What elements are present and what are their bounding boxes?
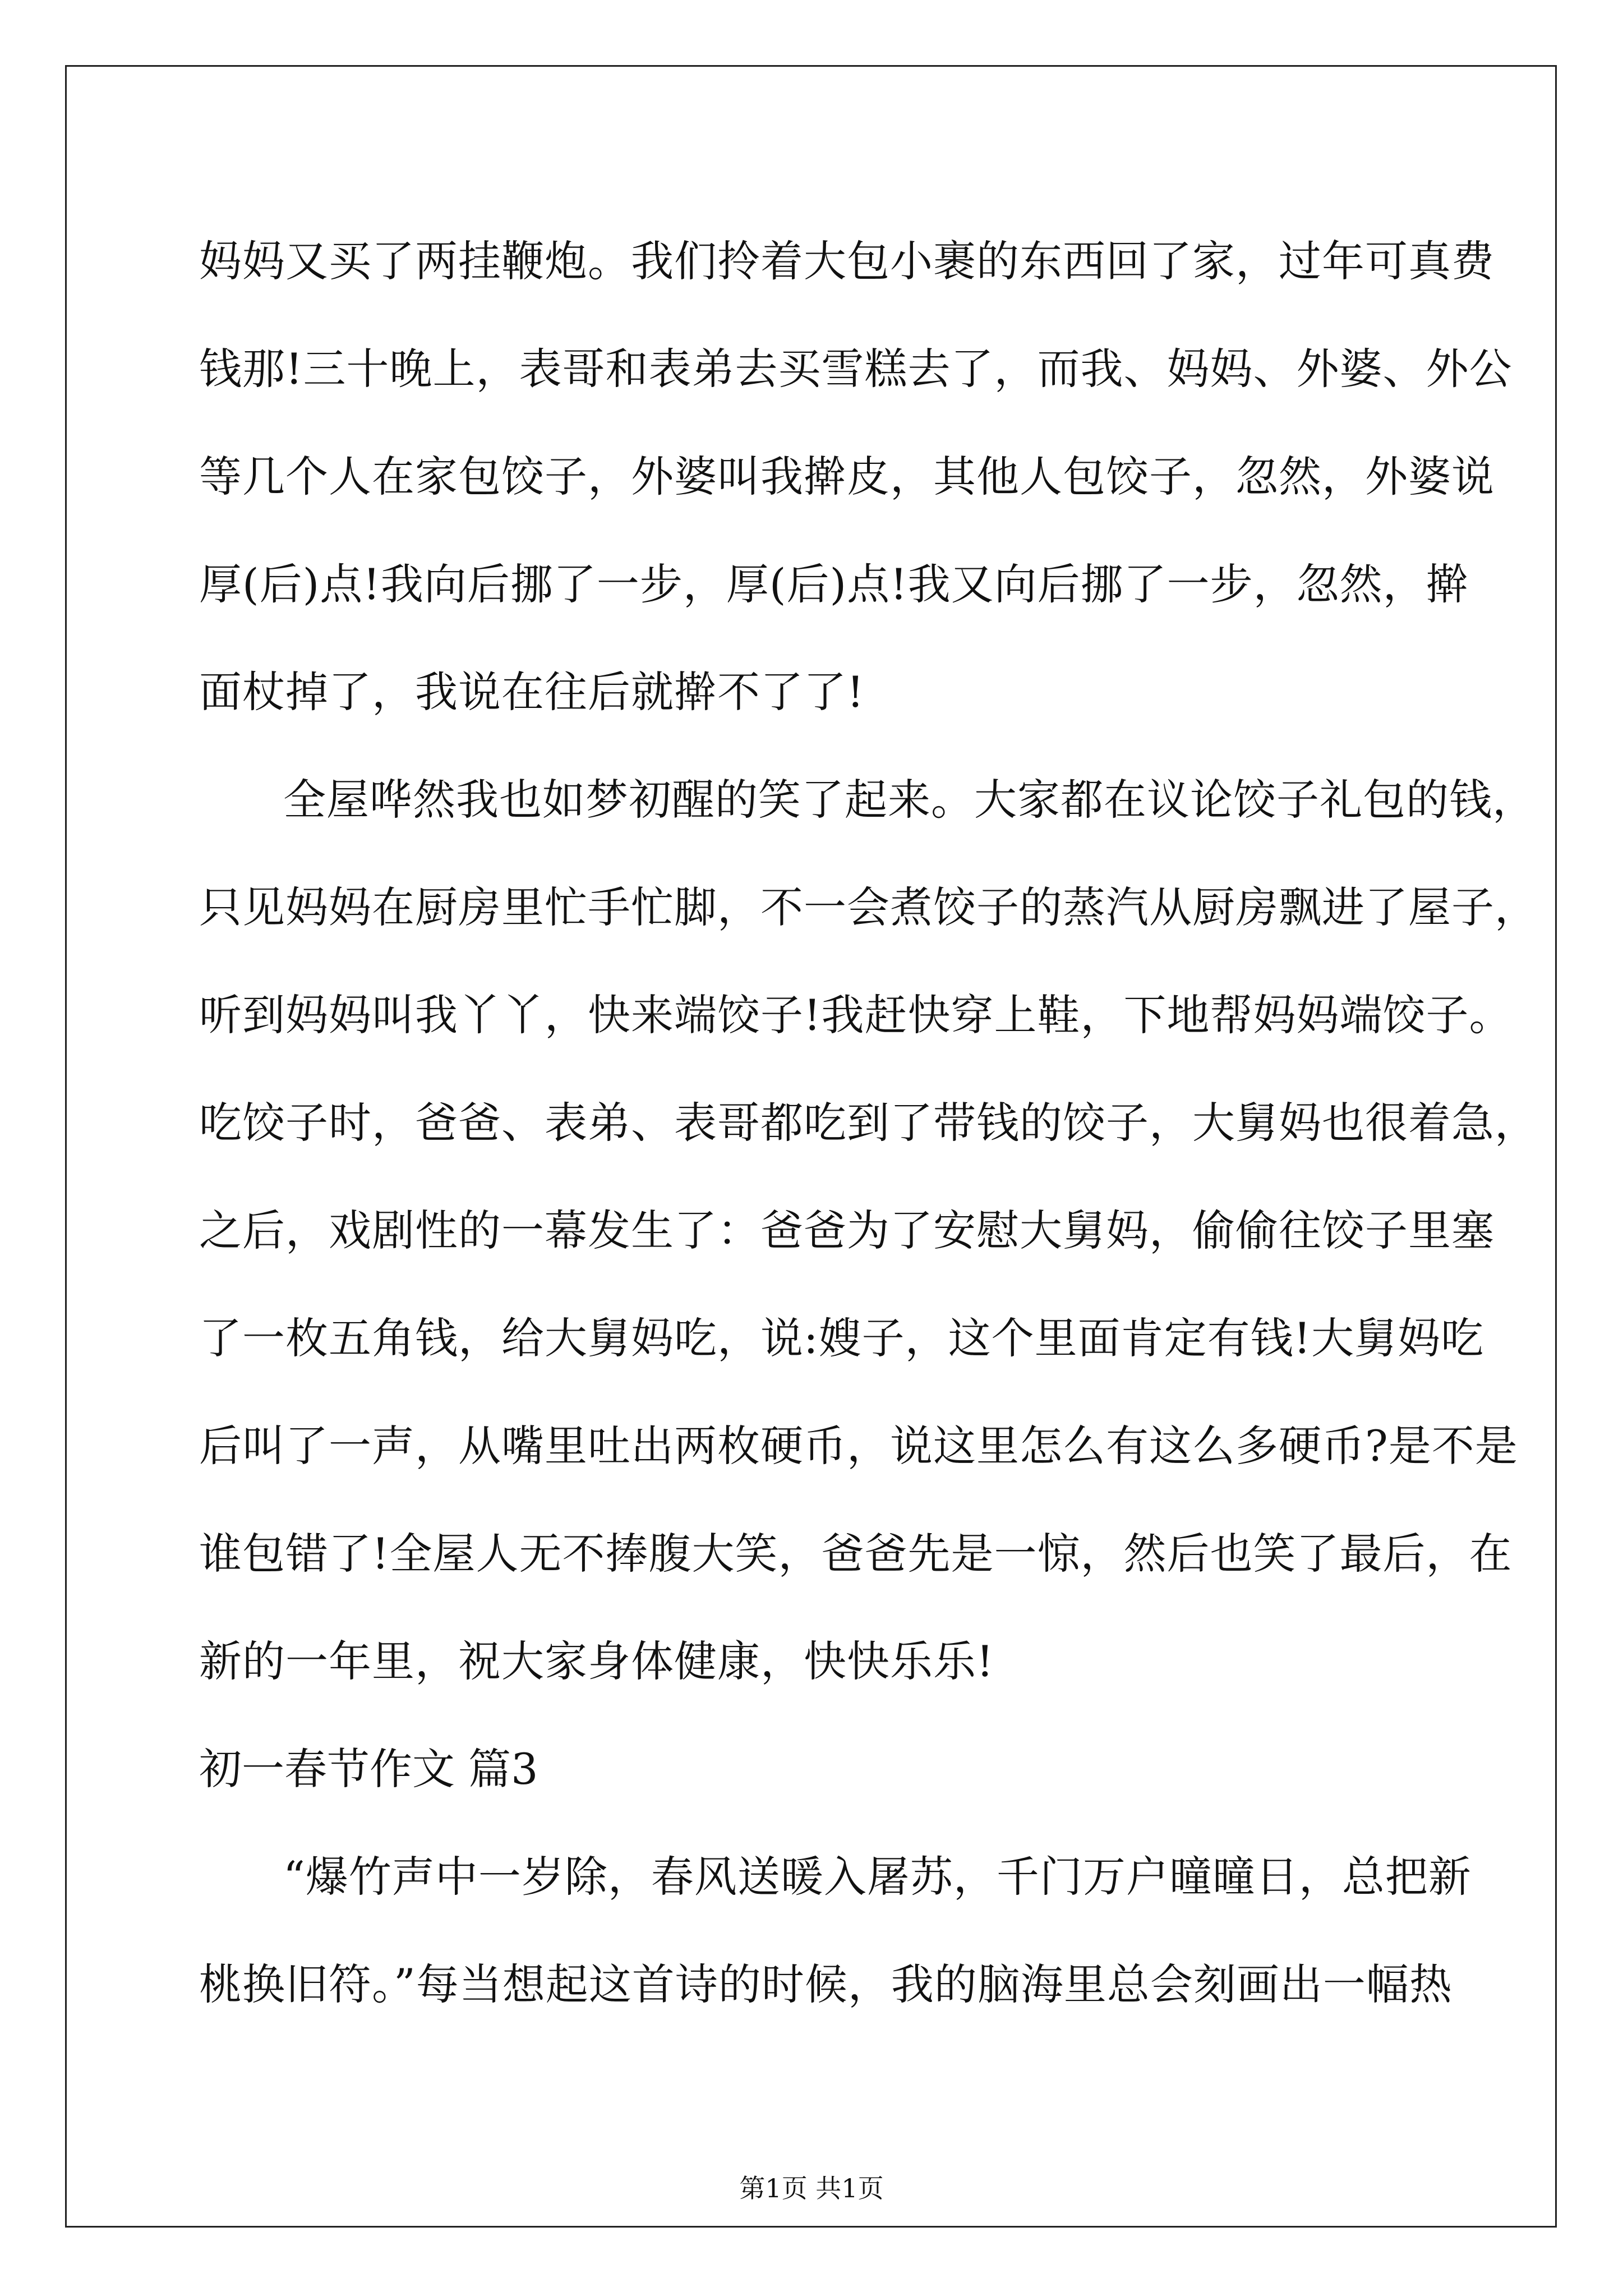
text-line: 妈妈又买了两挂鞭炮。我们拎着大包小裹的东西回了家，过年可真费 xyxy=(199,236,1495,286)
text-line: 之后，戏剧性的一幕发生了：爸爸为了安慰大舅妈，偷偷往饺子里塞 xyxy=(199,1205,1495,1255)
page-footer: 第1页 共1页 xyxy=(739,2173,884,2203)
text-line: 只见妈妈在厨房里忙手忙脚，不一会煮饺子的蒸汽从厨房飘进了屋子， xyxy=(199,882,1538,932)
document-body xyxy=(199,217,1538,2047)
text-line: 钱那!三十晚上，表哥和表弟去买雪糕去了，而我、妈妈、外婆、外公 xyxy=(199,344,1513,394)
section-heading: 初一春节作文 篇3 xyxy=(199,1744,538,1794)
text-line: “爆竹声中一岁除，春风送暖入屠苏，千门万户曈曈日，总把新 xyxy=(283,1852,1472,1902)
text-line: 面杖掉了，我说在往后就擀不了了! xyxy=(199,667,865,717)
text-line: 桃换旧符。”每当想起这首诗的时候，我的脑海里总会刻画出一幅热 xyxy=(199,1959,1453,2009)
text-line: 全屋哗然我也如梦初醒的笑了起来。大家都在议论饺子礼包的钱， xyxy=(283,775,1536,825)
text-line: 等几个人在家包饺子，外婆叫我擀皮，其他人包饺子，忽然，外婆说 xyxy=(199,452,1495,501)
text-line: 了一枚五角钱，给大舅妈吃，说:嫂子，这个里面肯定有钱!大舅妈吃 xyxy=(199,1313,1484,1363)
text-line: 吃饺子时，爸爸、表弟、表哥都吃到了带钱的饺子，大舅妈也很着急， xyxy=(199,1098,1538,1148)
text-line: 谁包错了!全屋人无不捧腹大笑，爸爸先是一惊，然后也笑了最后，在 xyxy=(199,1529,1513,1579)
text-line: 厚(后)点!我向后挪了一步，厚(后)点!我又向后挪了一步，忽然，擀 xyxy=(199,559,1469,609)
text-line: 新的一年里，祝大家身体健康，快快乐乐! xyxy=(199,1636,994,1686)
text-line: 后叫了一声，从嘴里吐出两枚硬币，说这里怎么有这么多硬币?是不是 xyxy=(199,1421,1518,1471)
text-line: 听到妈妈叫我丫丫，快来端饺子!我赶快穿上鞋，下地帮妈妈端饺子。 xyxy=(199,990,1513,1040)
paragraph-2 xyxy=(199,755,1538,1724)
paragraph-1 xyxy=(199,217,1513,755)
paragraph-3 xyxy=(199,1832,1472,2047)
